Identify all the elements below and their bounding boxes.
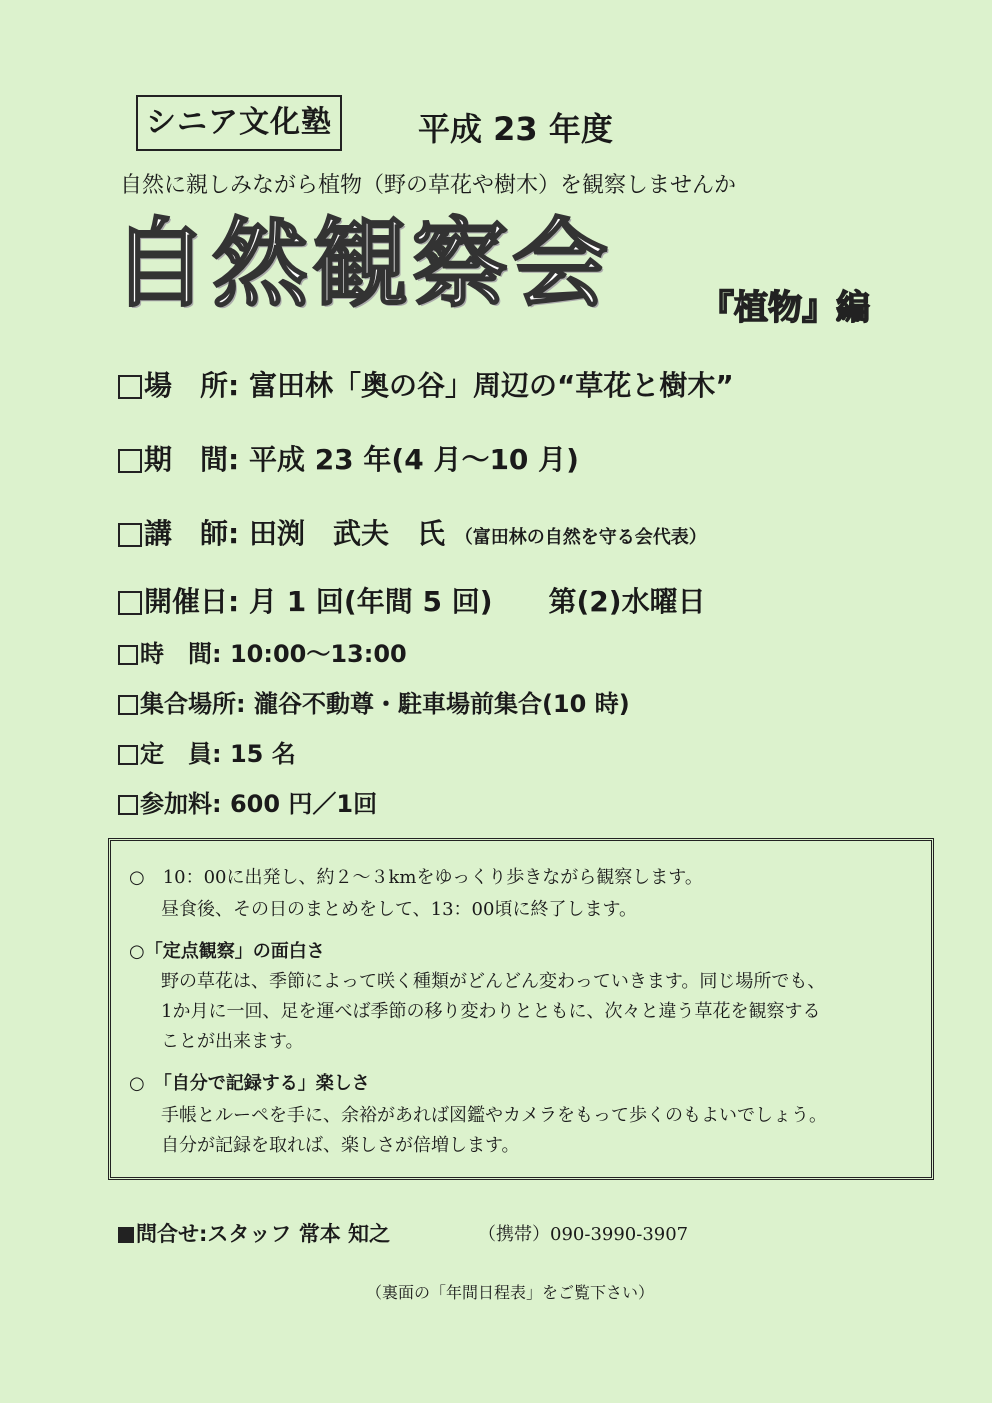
detail-place: 場 所: 富田林「奥の谷」周辺の“草花と樹木” — [118, 364, 734, 404]
square-bullet-icon — [118, 1227, 134, 1243]
title-suffix: 『植物』編 — [700, 288, 870, 328]
detail-lecturer: 講 師: 田渕 武夫 氏 （富田林の自然を守る会代表） — [118, 512, 707, 552]
checkbox-icon — [118, 591, 142, 615]
info-schedule-line1: ○ 10：00に出発し、約２～３kmをゆっくり歩きながら観察します。 — [129, 867, 703, 888]
info-fixed-point-line1: 野の草花は、季節によって咲く種類がどんどん変わっていきます。同じ場所でも、 — [161, 971, 826, 992]
checkbox-icon — [118, 795, 138, 815]
info-fixed-point-heading: ○「定点観察」の面白さ — [129, 941, 325, 962]
detail-time: 時 間: 10:00～13:00 — [118, 634, 407, 669]
info-record-line1: 手帳とルーペを手に、余裕があれば図鑑やカメラをもって歩くのもよいでしょう。 — [161, 1105, 827, 1126]
info-box — [108, 838, 934, 1180]
detail-period: 期 間: 平成 23 年(4 月～10 月) — [118, 438, 579, 478]
detail-capacity: 定 員: 15 名 — [118, 734, 296, 769]
lecturer-affiliation: （富田林の自然を守る会代表） — [454, 527, 707, 548]
checkbox-icon — [118, 375, 142, 399]
checkbox-icon — [118, 695, 138, 715]
detail-dates: 開催日: 月 1 回(年間 5 回) 第(2)水曜日 — [118, 580, 706, 620]
checkbox-icon — [118, 449, 142, 473]
fiscal-year: 平成 23 年度 — [418, 110, 613, 148]
detail-fee: 参加料: 600 円／1回 — [118, 784, 377, 819]
subtitle: 自然に親しみながら植物（野の草花や樹木）を観察しませんか — [120, 173, 737, 198]
footer-note: （裏面の「年間日程表」をご覧下さい） — [366, 1283, 655, 1302]
info-record-heading: ○ 「自分で記録する」楽しさ — [129, 1073, 370, 1094]
checkbox-icon — [118, 645, 138, 665]
checkbox-icon — [118, 523, 142, 547]
org-name-box: シニア文化塾 — [136, 95, 342, 151]
info-fixed-point-line2: 1か月に一回、足を運べば季節の移り変わりとともに、次々と違う草花を観察する — [161, 1001, 821, 1022]
info-fixed-point-line3: ことが出来ます。 — [161, 1031, 304, 1052]
info-schedule-line2: 昼食後、その日のまとめをして、13：00頃に終了します。 — [161, 899, 638, 920]
contact-phone: （携帯）090-3990-3907 — [478, 1224, 689, 1245]
detail-meeting-place: 集合場所: 瀧谷不動尊・駐車場前集合(10 時) — [118, 684, 630, 719]
contact: 問合せ:スタッフ 常本 知之 — [118, 1218, 390, 1248]
main-title: 自然観察会 — [112, 207, 612, 320]
checkbox-icon — [118, 745, 138, 765]
info-record-line2: 自分が記録を取れば、楽しさが倍増します。 — [161, 1135, 520, 1156]
